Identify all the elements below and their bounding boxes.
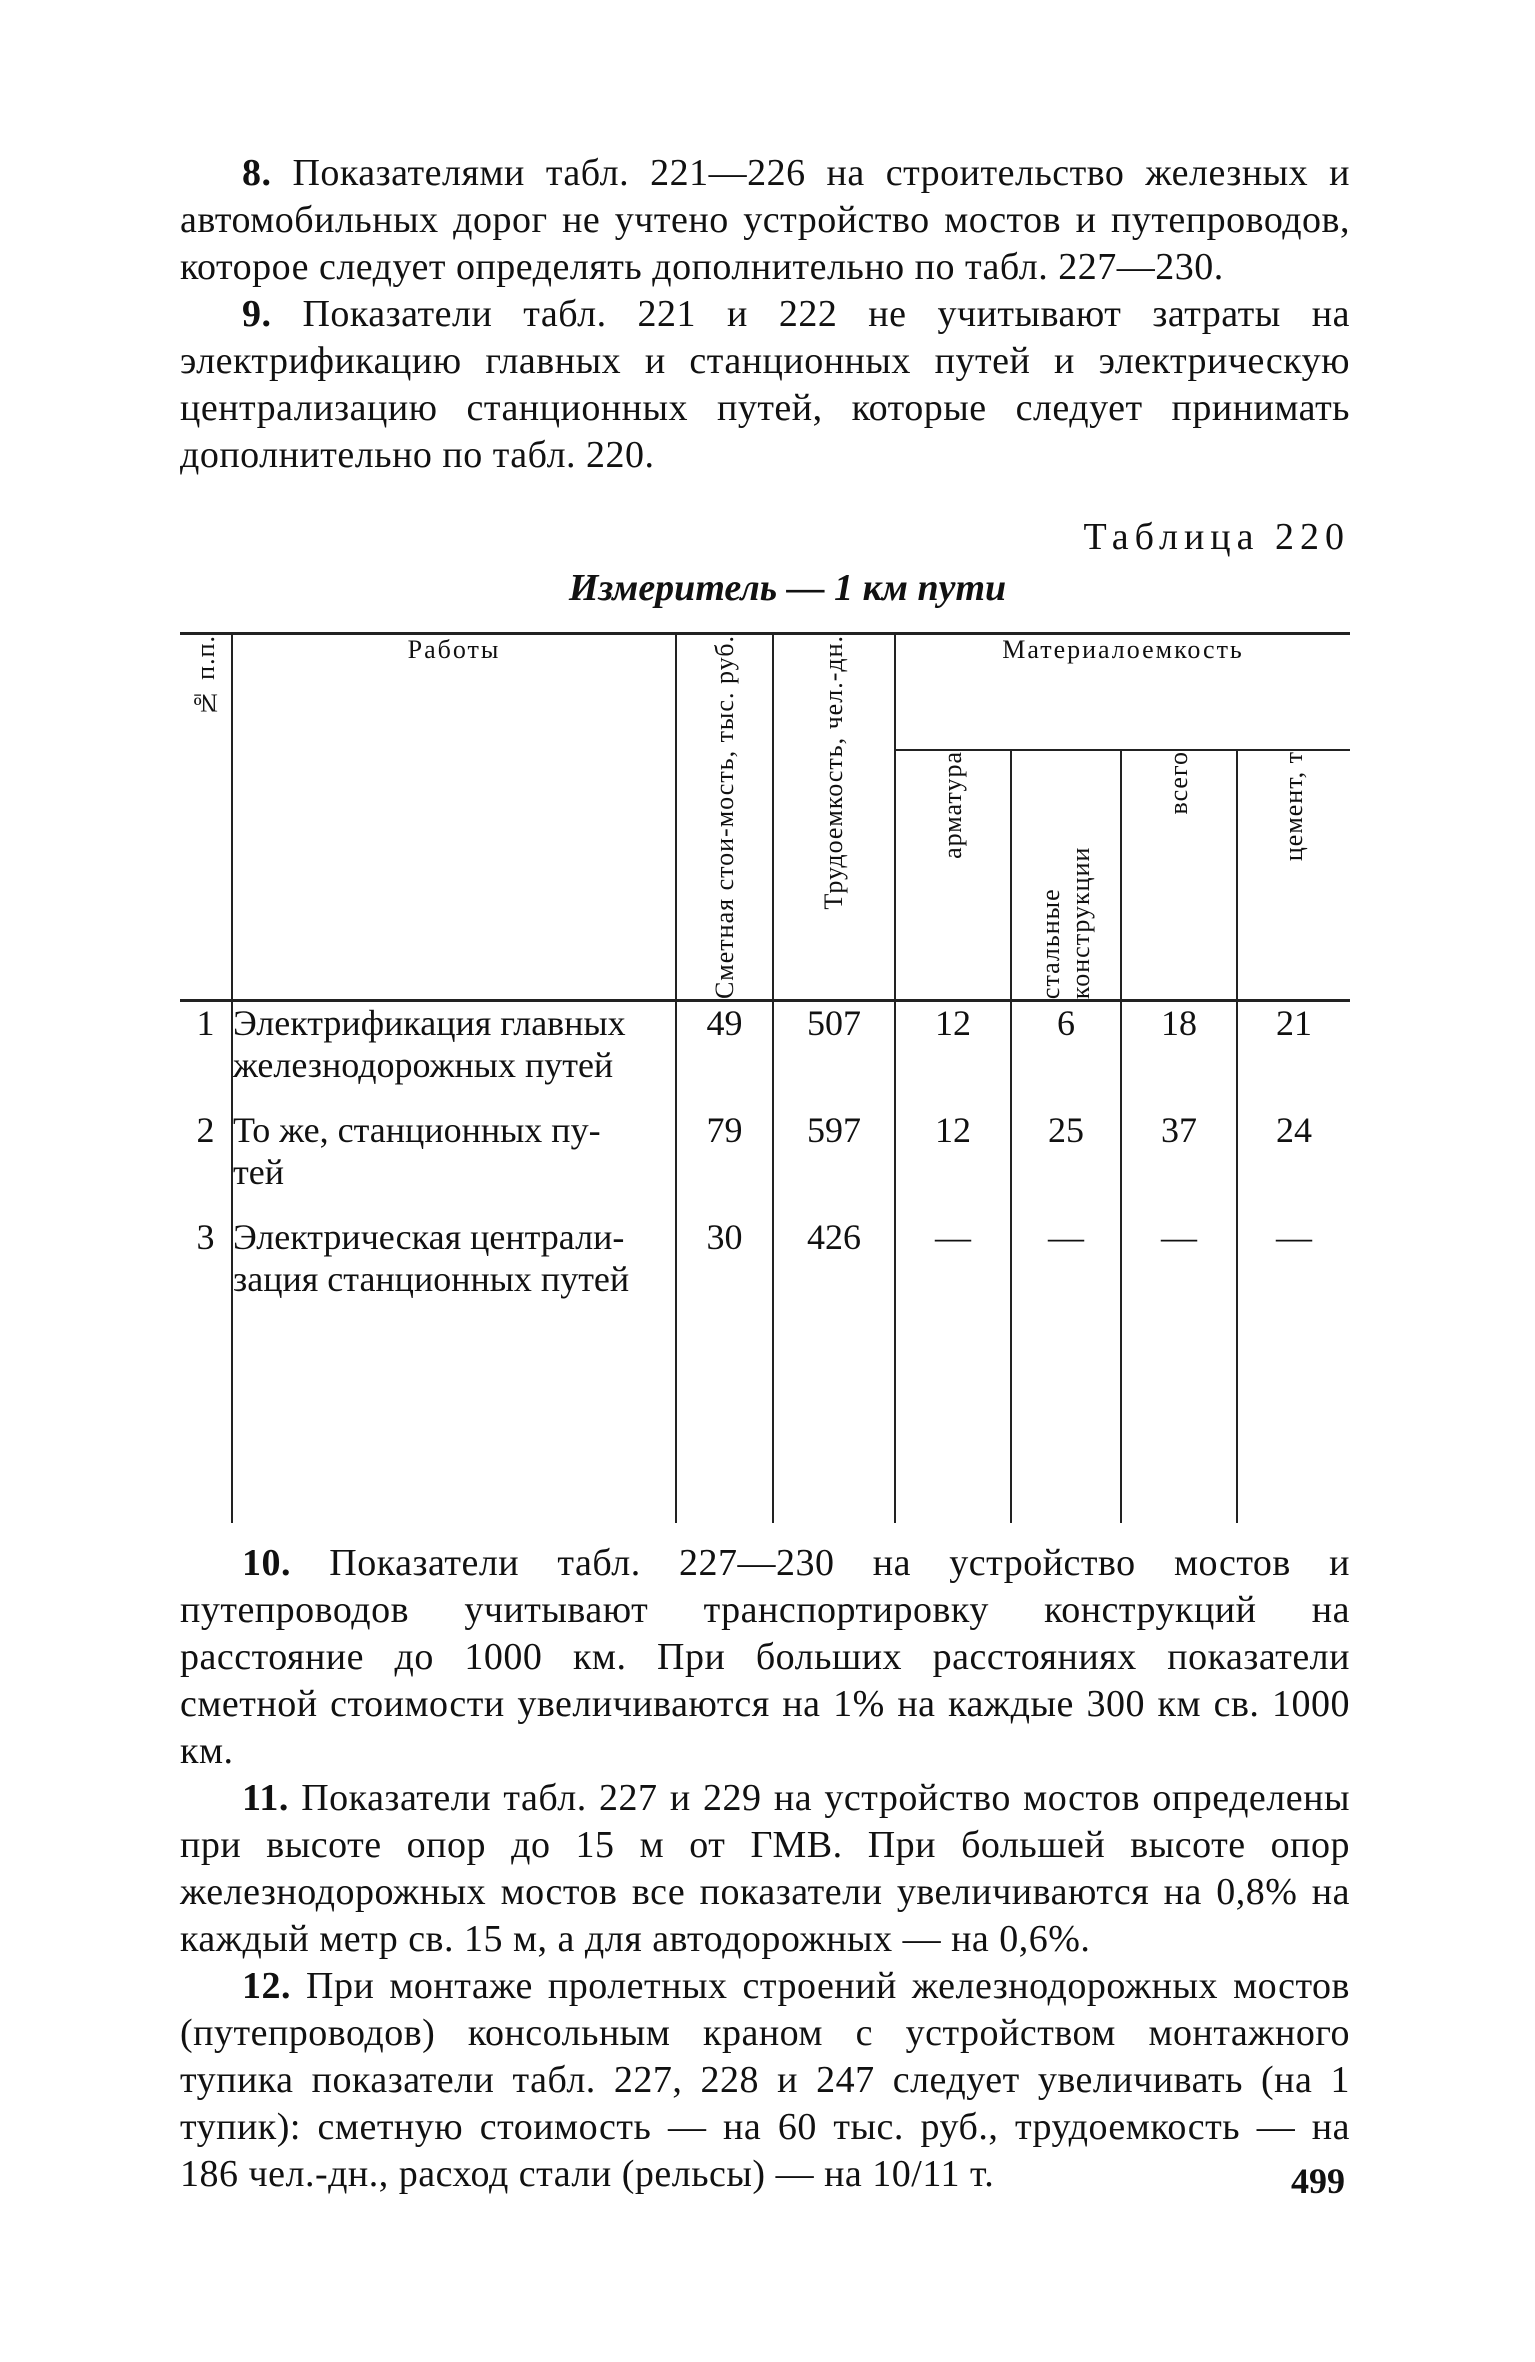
paragraph-text: Показатели табл. 221 и 222 не учитывают затраты на электрификацию главных и станционных путей и электрическую централизацию станционных путей, которые следует принимать дополнительно по табл. 220.: [180, 293, 1350, 476]
header-labor: Трудоемкость, чел.-дн.: [773, 634, 895, 1001]
top-text: [180, 150, 1350, 479]
cell-labor: 507: [773, 1001, 895, 1110]
paragraph-text: Показателями табл. 221—226 на строительство железных и автомобильных дорог не учтено устройство мостов и путепроводов, которое следует определять дополнительно по табл. 227—230.: [180, 152, 1350, 288]
cell-cost: 79: [676, 1109, 773, 1216]
table-row: [180, 1216, 1350, 1323]
cell-cement: 24: [1237, 1109, 1350, 1216]
cell-num: 1: [180, 1001, 232, 1110]
paragraph-text: Показатели табл. 227 и 229 на устройство мостов определены при высоте опор до 15 м от ГМВ. При большей высоте опор железнодорожных мостов все показатели увеличиваются на 0,8% на каждый метр св. 15 м, а для автодорожных — на 0,6%.: [180, 1777, 1350, 1960]
cell-armature: —: [895, 1216, 1011, 1323]
header-material-group: Материалоемкость: [895, 634, 1350, 750]
cell-steel: 25: [1011, 1109, 1121, 1216]
table-measure: Измеритель — 1 км пути: [568, 567, 1007, 609]
cell-steel: —: [1011, 1216, 1121, 1323]
cell-num: 2: [180, 1109, 232, 1216]
cell-works: То же, станционных пу- тей: [232, 1109, 676, 1216]
cell-total: 37: [1121, 1109, 1237, 1216]
table-220: [180, 632, 1350, 1523]
paragraph-number: 10.: [242, 1542, 291, 1584]
paragraph-11: [180, 1775, 1350, 1963]
paragraph-number: 11.: [242, 1777, 289, 1819]
paragraph-number: 9.: [242, 293, 272, 335]
cell-labor: 426: [773, 1216, 895, 1323]
table-caption: Таблица 220: [1083, 516, 1350, 558]
bottom-text: [180, 1540, 1350, 2198]
paragraph-12: [180, 1963, 1350, 2198]
cell-works: Электрическая централи- зация станционных путей: [232, 1216, 676, 1323]
header-cost: Сметная стои-мость, тыс. руб.: [676, 634, 773, 1001]
cell-labor: 597: [773, 1109, 895, 1216]
paragraph-number: 12.: [242, 1965, 291, 2007]
table-row: [180, 1001, 1350, 1110]
table-row: [180, 1109, 1350, 1216]
cell-armature: 12: [895, 1109, 1011, 1216]
cell-cement: 21: [1237, 1001, 1350, 1110]
header-armature: арматура: [895, 750, 1011, 1001]
cell-cement: —: [1237, 1216, 1350, 1323]
cell-num: 3: [180, 1216, 232, 1323]
paragraph-8: [180, 150, 1350, 291]
paragraph-text: При монтаже пролетных строений железнодорожных мостов (путепроводов) консольным краном с устройством монтажного тупика показатели табл. 227, 228 и 247 следует увеличивать (на 1 тупик): сметную стоимость — на 60 тыс. руб., трудоемкость — на 186 чел.-дн., расход стали (рельсы) — на 10/11 т.: [180, 1965, 1350, 2195]
page-number: 499: [1291, 2161, 1345, 2201]
paragraph-10: [180, 1540, 1350, 1775]
header-works: Работы: [232, 634, 676, 1001]
cell-works: Электрификация главных железнодорожных путей: [232, 1001, 676, 1110]
paragraph-9: [180, 291, 1350, 479]
header-steel: стальные конструкции: [1011, 750, 1121, 1001]
header-num: № п.п.: [180, 634, 232, 1001]
paragraph-number: 8.: [242, 152, 272, 194]
cell-steel: 6: [1011, 1001, 1121, 1110]
table-filler-row: [180, 1323, 1350, 1523]
cell-cost: 30: [676, 1216, 773, 1323]
cell-cost: 49: [676, 1001, 773, 1110]
paragraph-text: Показатели табл. 227—230 на устройство мостов и путепроводов учитывают транспортировку конструкций на расстояние до 1000 км. При больших расстояниях показатели сметной стоимости увеличиваются на 1% на каждые 300 км св. 1000 км.: [180, 1542, 1350, 1772]
cell-armature: 12: [895, 1001, 1011, 1110]
cell-total: —: [1121, 1216, 1237, 1323]
header-total: всего: [1121, 750, 1237, 1001]
cell-total: 18: [1121, 1001, 1237, 1110]
header-cement: цемент, т: [1237, 750, 1350, 1001]
